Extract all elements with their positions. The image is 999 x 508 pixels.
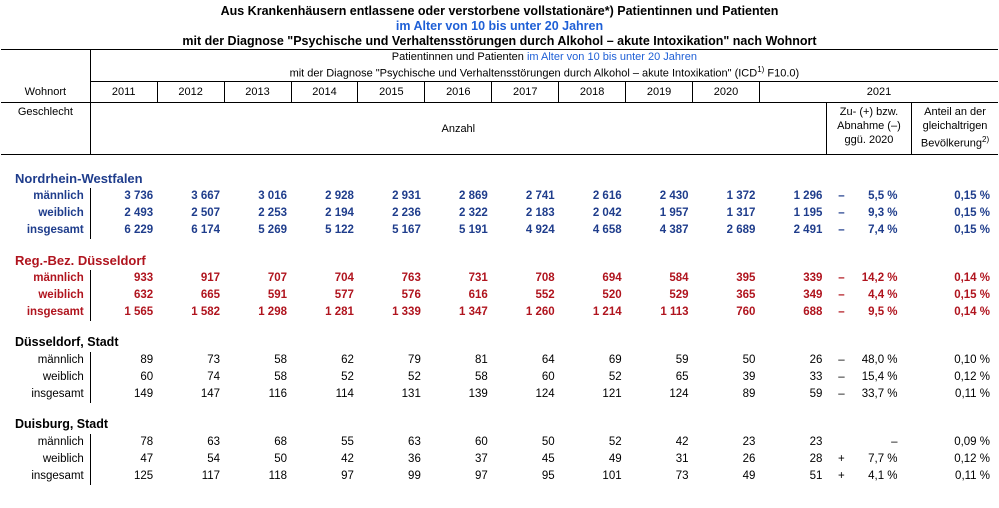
- table-cell: 55: [341, 436, 354, 448]
- year-2019: 2019: [626, 82, 693, 103]
- table-cell: 529: [669, 289, 689, 301]
- table-cell: 0,11 %: [955, 388, 990, 400]
- table-cell: 42: [675, 436, 689, 448]
- table-cell: 58: [274, 354, 287, 366]
- row-label: weiblich: [42, 371, 84, 383]
- table-cell: 731: [468, 272, 488, 284]
- table-cell: 63: [207, 436, 221, 448]
- table-row: [1, 188, 998, 205]
- table-cell: +: [837, 470, 845, 482]
- table-cell: 2 042: [592, 207, 622, 219]
- table-cell: 1 339: [392, 306, 421, 318]
- table-cell: 1 281: [325, 306, 354, 318]
- table-cell: 73: [675, 470, 689, 482]
- table-cell: 5,5 %: [868, 190, 898, 202]
- table-cell: 97: [341, 470, 354, 482]
- table-row: [1, 352, 998, 369]
- table-cell: 665: [200, 289, 221, 301]
- table-cell: 68: [274, 436, 287, 448]
- table-cell: 0,15 %: [954, 289, 990, 301]
- table-row: [1, 205, 998, 222]
- year-2015: 2015: [358, 82, 425, 103]
- table-cell: 2 322: [458, 207, 488, 219]
- year-2020: 2020: [693, 82, 760, 103]
- header-change: Zu- (+) bzw. Abnahme (–) ggü. 2020: [826, 103, 911, 155]
- table-cell: 0,14 %: [954, 272, 990, 284]
- region-nordrhein-westfalen: Nordrhein-Westfalen: [15, 170, 143, 186]
- table-cell: 0,12 %: [954, 371, 990, 383]
- table-cell: 1 214: [592, 306, 622, 318]
- table-row: [1, 287, 998, 304]
- table-row: [1, 451, 998, 468]
- table-cell: 52: [608, 371, 622, 383]
- table-cell: 101: [602, 470, 622, 482]
- table-cell: 1 317: [726, 207, 756, 219]
- table-cell: 584: [669, 272, 689, 284]
- table-cell: 149: [90, 386, 157, 403]
- table-cell: 616: [468, 289, 488, 301]
- year-2017: 2017: [492, 82, 559, 103]
- table-cell: 591: [267, 289, 287, 301]
- region-duesseldorf-stadt: Düsseldorf, Stadt: [15, 335, 119, 349]
- table-cell: 78: [90, 434, 157, 451]
- table-cell: 97: [474, 470, 488, 482]
- table-cell: 365: [736, 289, 756, 301]
- table-cell: –: [838, 207, 845, 219]
- table-cell: 2 430: [659, 190, 689, 202]
- table-cell: 52: [608, 436, 622, 448]
- header-geschlecht: Geschlecht: [1, 103, 90, 155]
- year-2018: 2018: [559, 82, 626, 103]
- row-label: insgesamt: [26, 224, 84, 236]
- table-cell: 632: [90, 287, 157, 304]
- table-cell: 1 372: [726, 190, 756, 202]
- table-cell: 349: [803, 289, 823, 301]
- table-row: [1, 222, 998, 239]
- table-cell: 2 616: [592, 190, 622, 202]
- table-cell: 1 957: [659, 207, 689, 219]
- table-cell: 3 667: [191, 190, 221, 202]
- table-cell: 2 493: [90, 205, 157, 222]
- table-cell: 1 113: [660, 306, 689, 318]
- table-cell: [826, 434, 850, 451]
- table-cell: 14,2 %: [861, 272, 898, 284]
- table-cell: 2 194: [325, 207, 354, 219]
- table-cell: 2 183: [525, 207, 555, 219]
- table-cell: 15,4 %: [861, 371, 898, 383]
- table-cell: 58: [274, 371, 287, 383]
- table-cell: 4,4 %: [868, 289, 898, 301]
- table-cell: 58: [474, 371, 488, 383]
- table-cell: 0,10 %: [954, 354, 990, 366]
- table-cell: 63: [408, 436, 421, 448]
- table-cell: 694: [602, 272, 622, 284]
- table-cell: 707: [267, 272, 287, 284]
- row-label: weiblich: [38, 289, 84, 301]
- title-line-2: im Alter von 10 bis unter 20 Jahren: [395, 19, 604, 33]
- table-cell: 552: [535, 289, 555, 301]
- header-diagnosis: mit der Diagnose "Psychische und Verhaltensstörungen durch Alkohol – akute Intoxikation" (ICD$^{1)}$ F10.0): [90, 65, 998, 82]
- table-cell: 1 296: [793, 190, 823, 202]
- year-2011: 2011: [90, 82, 157, 103]
- table-cell: 81: [474, 354, 488, 366]
- table-cell: –: [838, 388, 845, 400]
- table-cell: 395: [736, 272, 756, 284]
- table-cell: 2 869: [458, 190, 488, 202]
- header-wohnort: Wohnort: [1, 50, 90, 103]
- table-cell: –: [838, 224, 845, 236]
- year-2013: 2013: [224, 82, 291, 103]
- table-cell: 60: [90, 369, 157, 386]
- title-line-3: mit der Diagnose "Psychische und Verhaltensstörungen durch Alkohol – akute Intoxikation" nach Wohnort: [182, 34, 817, 48]
- table-cell: 1 347: [458, 306, 488, 318]
- table-cell: 577: [334, 289, 354, 301]
- table-cell: 0,15 %: [954, 190, 990, 202]
- table-cell: 0,12 %: [954, 453, 990, 465]
- table-cell: –: [838, 371, 845, 383]
- region-duisburg-stadt: Duisburg, Stadt: [15, 417, 109, 431]
- table-cell: –: [838, 289, 845, 301]
- table-cell: 48,0 %: [861, 354, 898, 366]
- table-cell: 36: [408, 453, 421, 465]
- table-cell: 2 931: [392, 190, 421, 202]
- table-cell: 79: [408, 354, 421, 366]
- table-cell: 3 016: [258, 190, 287, 202]
- table-cell: –: [838, 306, 845, 318]
- table-cell: 26: [742, 453, 756, 465]
- row-label: insgesamt: [31, 388, 84, 400]
- table-cell: –: [838, 354, 845, 366]
- table-cell: 0,09 %: [954, 436, 990, 448]
- table-cell: 1 260: [525, 306, 555, 318]
- table-cell: 114: [335, 388, 354, 400]
- table-cell: 52: [408, 371, 421, 383]
- table-cell: 64: [541, 354, 555, 366]
- table-cell: 62: [341, 354, 354, 366]
- table-cell: 49: [742, 470, 756, 482]
- table-row: [1, 386, 998, 403]
- data-table: [1, 49, 998, 485]
- table-cell: 117: [201, 470, 221, 482]
- row-label: männlich: [37, 436, 84, 448]
- table-cell: 2 689: [726, 224, 756, 236]
- table-cell: 1 565: [90, 304, 157, 321]
- row-label: männlich: [37, 354, 84, 366]
- table-cell: 708: [535, 272, 555, 284]
- table-cell: 1 298: [258, 306, 287, 318]
- header-share: Anteil an der gleichaltrigen Bevölkerung$^{2)}$: [912, 103, 998, 155]
- table-cell: 69: [608, 354, 622, 366]
- row-label: weiblich: [42, 453, 84, 465]
- row-label: männlich: [33, 190, 84, 202]
- table-cell: 49: [608, 453, 622, 465]
- table-cell: 2 236: [392, 207, 421, 219]
- table-cell: 763: [401, 272, 421, 284]
- row-label: insgesamt: [26, 306, 84, 318]
- table-cell: 89: [90, 352, 157, 369]
- table-cell: 54: [207, 453, 221, 465]
- table-cell: 89: [742, 388, 756, 400]
- row-label: männlich: [33, 272, 84, 284]
- year-2021: 2021: [759, 82, 998, 103]
- table-cell: 131: [401, 388, 421, 400]
- table-cell: 6 229: [90, 222, 157, 239]
- table-cell: –: [891, 436, 898, 448]
- table-cell: 520: [602, 289, 622, 301]
- table-cell: 59: [809, 388, 823, 400]
- title-line-1: Aus Krankenhäusern entlassene oder verstorbene vollstationäre*) Patientinnen und Patienten: [220, 4, 779, 18]
- table-cell: 4,1 %: [868, 470, 898, 482]
- table-cell: 65: [675, 371, 689, 383]
- table-cell: 147: [200, 388, 221, 400]
- table-cell: 50: [742, 354, 756, 366]
- table-cell: 2 253: [258, 207, 287, 219]
- table-cell: 4 924: [525, 224, 555, 236]
- table-cell: 51: [809, 470, 823, 482]
- table-cell: 3 736: [90, 188, 157, 205]
- table-cell: 917: [200, 272, 221, 284]
- table-cell: 33,7 %: [861, 388, 898, 400]
- table-cell: 125: [90, 468, 157, 485]
- table-cell: 5 191: [458, 224, 488, 236]
- table-cell: 4 387: [659, 224, 689, 236]
- table-cell: 39: [742, 371, 756, 383]
- table-cell: 95: [541, 470, 555, 482]
- table-cell: 118: [268, 470, 287, 482]
- table-cell: 339: [803, 272, 823, 284]
- table-title: [0, 0, 999, 49]
- table-cell: 26: [809, 354, 823, 366]
- table-cell: 124: [535, 388, 555, 400]
- table-cell: 1 195: [793, 207, 823, 219]
- table-cell: 704: [334, 272, 354, 284]
- table-cell: 7,7 %: [868, 453, 898, 465]
- table-cell: 28: [809, 453, 823, 465]
- table-cell: 99: [408, 470, 421, 482]
- table-cell: 9,5 %: [868, 306, 898, 318]
- table-cell: 2 507: [191, 207, 221, 219]
- table-row: [1, 304, 998, 321]
- table-cell: 60: [474, 436, 488, 448]
- table-cell: 121: [602, 388, 622, 400]
- row-label: insgesamt: [31, 470, 84, 482]
- table-cell: 23: [742, 436, 756, 448]
- table-cell: 116: [268, 388, 287, 400]
- table-cell: 124: [669, 388, 689, 400]
- table-row: [1, 434, 998, 451]
- table-cell: 42: [341, 453, 354, 465]
- table-cell: +: [837, 453, 845, 465]
- table-cell: 50: [274, 453, 287, 465]
- table-cell: –: [838, 272, 845, 284]
- table-cell: 9,3 %: [868, 207, 898, 219]
- table-cell: 47: [90, 451, 157, 468]
- table-cell: 73: [207, 354, 221, 366]
- year-2014: 2014: [291, 82, 358, 103]
- table-cell: 52: [341, 371, 354, 383]
- table-cell: 74: [207, 371, 221, 383]
- table-cell: 688: [803, 306, 823, 318]
- table-cell: 0,15 %: [954, 207, 990, 219]
- year-2012: 2012: [157, 82, 224, 103]
- header-subtitle: Patientinnen und Patienten im Alter von 10 bis unter 20 Jahren: [90, 50, 998, 65]
- table-cell: 60: [541, 371, 555, 383]
- table-cell: 45: [541, 453, 555, 465]
- table-cell: 50: [541, 436, 555, 448]
- table-cell: 5 167: [392, 224, 421, 236]
- table-cell: 576: [401, 289, 421, 301]
- table-cell: 933: [90, 270, 157, 287]
- table-cell: 1 582: [191, 306, 221, 318]
- table-cell: 4 658: [592, 224, 622, 236]
- table-cell: 37: [474, 453, 488, 465]
- region-reg-bez-duesseldorf: Reg.-Bez. Düsseldorf: [15, 252, 146, 268]
- year-2016: 2016: [425, 82, 492, 103]
- table-cell: 139: [468, 388, 488, 400]
- row-label: weiblich: [38, 207, 84, 219]
- table-row: [1, 468, 998, 485]
- table-cell: 59: [675, 354, 689, 366]
- table-cell: 2 928: [325, 190, 354, 202]
- table-cell: 5 122: [325, 224, 354, 236]
- table-row: [1, 270, 998, 287]
- table-cell: 5 269: [258, 224, 287, 236]
- header-anzahl: Anzahl: [90, 103, 826, 155]
- table-cell: 2 491: [793, 224, 823, 236]
- table-cell: –: [838, 190, 845, 202]
- table-cell: 0,14 %: [954, 306, 990, 318]
- table-cell: 760: [736, 306, 756, 318]
- table-cell: 33: [809, 371, 823, 383]
- table-cell: 0,15 %: [954, 224, 990, 236]
- table-cell: 2 741: [525, 190, 555, 202]
- table-cell: 0,11 %: [955, 470, 990, 482]
- table-row: [1, 369, 998, 386]
- table-cell: 6 174: [191, 224, 221, 236]
- table-cell: 31: [675, 453, 689, 465]
- table-cell: 7,4 %: [868, 224, 898, 236]
- table-cell: 23: [809, 436, 823, 448]
